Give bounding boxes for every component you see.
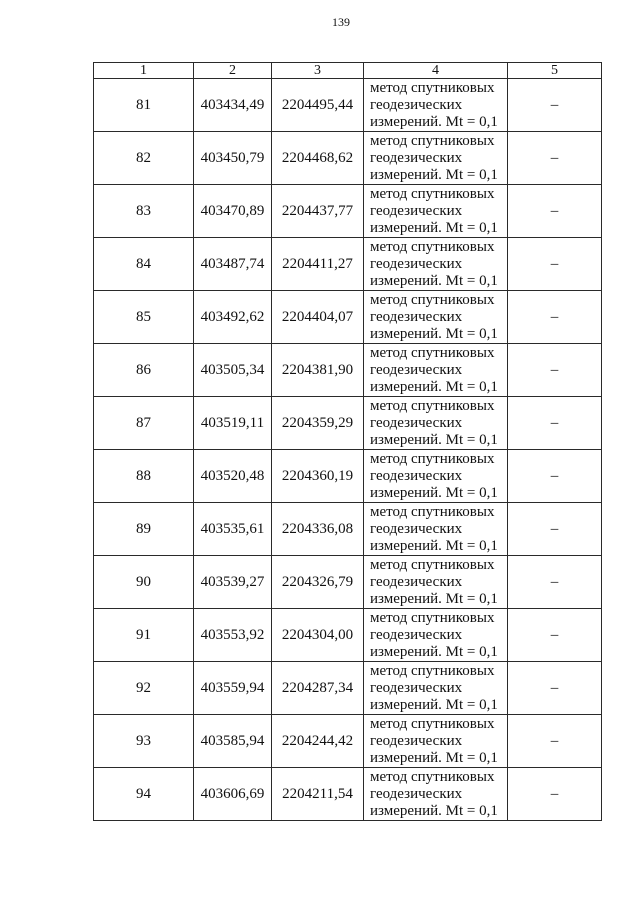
cell-coordinate-y: 2204244,42	[272, 715, 364, 768]
cell-note: –	[508, 185, 602, 238]
cell-method: метод спутниковых геодезических измерений. Mt = 0,1	[364, 609, 508, 662]
cell-point-number: 81	[94, 79, 194, 132]
cell-coordinate-x: 403535,61	[194, 503, 272, 556]
cell-coordinate-y: 2204468,62	[272, 132, 364, 185]
cell-coordinate-y: 2204411,27	[272, 238, 364, 291]
cell-coordinate-x: 403492,62	[194, 291, 272, 344]
table-row	[94, 79, 602, 132]
cell-note: –	[508, 344, 602, 397]
cell-note: –	[508, 768, 602, 821]
cell-note: –	[508, 450, 602, 503]
cell-coordinate-x: 403434,49	[194, 79, 272, 132]
cell-point-number: 87	[94, 397, 194, 450]
cell-coordinate-x: 403539,27	[194, 556, 272, 609]
cell-method: метод спутниковых геодезических измерений. Mt = 0,1	[364, 79, 508, 132]
cell-note: –	[508, 132, 602, 185]
cell-coordinate-y: 2204336,08	[272, 503, 364, 556]
cell-coordinate-y: 2204381,90	[272, 344, 364, 397]
cell-method: метод спутниковых геодезических измерений. Mt = 0,1	[364, 503, 508, 556]
cell-method: метод спутниковых геодезических измерений. Mt = 0,1	[364, 132, 508, 185]
column-header-5: 5	[508, 63, 602, 79]
cell-method: метод спутниковых геодезических измерений. Mt = 0,1	[364, 291, 508, 344]
table-row	[94, 291, 602, 344]
table-row	[94, 344, 602, 397]
column-header-2: 2	[194, 63, 272, 79]
cell-coordinate-y: 2204326,79	[272, 556, 364, 609]
table-row	[94, 715, 602, 768]
cell-note: –	[508, 291, 602, 344]
cell-coordinate-x: 403553,92	[194, 609, 272, 662]
cell-coordinate-y: 2204495,44	[272, 79, 364, 132]
page-number: 139	[332, 15, 350, 29]
cell-coordinate-y: 2204404,07	[272, 291, 364, 344]
cell-method: метод спутниковых геодезических измерений. Mt = 0,1	[364, 238, 508, 291]
cell-note: –	[508, 503, 602, 556]
column-header-1: 1	[94, 63, 194, 79]
cell-note: –	[508, 397, 602, 450]
cell-coordinate-y: 2204211,54	[272, 768, 364, 821]
cell-note: –	[508, 662, 602, 715]
cell-coordinate-x: 403505,34	[194, 344, 272, 397]
cell-point-number: 92	[94, 662, 194, 715]
cell-coordinate-x: 403487,74	[194, 238, 272, 291]
cell-point-number: 91	[94, 609, 194, 662]
cell-method: метод спутниковых геодезических измерений. Mt = 0,1	[364, 344, 508, 397]
cell-coordinate-x: 403470,89	[194, 185, 272, 238]
coordinates-table	[93, 62, 602, 821]
table-header-row	[94, 63, 602, 79]
cell-note: –	[508, 715, 602, 768]
cell-coordinate-y: 2204360,19	[272, 450, 364, 503]
cell-point-number: 86	[94, 344, 194, 397]
cell-note: –	[508, 79, 602, 132]
cell-coordinate-x: 403519,11	[194, 397, 272, 450]
cell-coordinate-x: 403606,69	[194, 768, 272, 821]
cell-method: метод спутниковых геодезических измерений. Mt = 0,1	[364, 662, 508, 715]
cell-note: –	[508, 556, 602, 609]
cell-point-number: 93	[94, 715, 194, 768]
cell-method: метод спутниковых геодезических измерений. Mt = 0,1	[364, 450, 508, 503]
cell-coordinate-y: 2204359,29	[272, 397, 364, 450]
cell-method: метод спутниковых геодезических измерений. Mt = 0,1	[364, 768, 508, 821]
table-row	[94, 450, 602, 503]
cell-point-number: 85	[94, 291, 194, 344]
cell-coordinate-x: 403585,94	[194, 715, 272, 768]
table-row	[94, 185, 602, 238]
cell-coordinate-x: 403559,94	[194, 662, 272, 715]
cell-point-number: 94	[94, 768, 194, 821]
cell-point-number: 84	[94, 238, 194, 291]
cell-method: метод спутниковых геодезических измерений. Mt = 0,1	[364, 715, 508, 768]
cell-point-number: 83	[94, 185, 194, 238]
table-row	[94, 768, 602, 821]
column-header-4: 4	[364, 63, 508, 79]
cell-point-number: 82	[94, 132, 194, 185]
cell-point-number: 89	[94, 503, 194, 556]
cell-coordinate-y: 2204287,34	[272, 662, 364, 715]
table-row	[94, 662, 602, 715]
cell-coordinate-x: 403450,79	[194, 132, 272, 185]
table-row	[94, 556, 602, 609]
table-row	[94, 609, 602, 662]
table-row	[94, 132, 602, 185]
cell-method: метод спутниковых геодезических измерений. Mt = 0,1	[364, 397, 508, 450]
table-row	[94, 397, 602, 450]
table-row	[94, 503, 602, 556]
cell-coordinate-y: 2204304,00	[272, 609, 364, 662]
cell-note: –	[508, 609, 602, 662]
cell-coordinate-x: 403520,48	[194, 450, 272, 503]
cell-point-number: 90	[94, 556, 194, 609]
cell-note: –	[508, 238, 602, 291]
cell-method: метод спутниковых геодезических измерений. Mt = 0,1	[364, 185, 508, 238]
column-header-3: 3	[272, 63, 364, 79]
cell-coordinate-y: 2204437,77	[272, 185, 364, 238]
table-row	[94, 238, 602, 291]
cell-method: метод спутниковых геодезических измерений. Mt = 0,1	[364, 556, 508, 609]
cell-point-number: 88	[94, 450, 194, 503]
